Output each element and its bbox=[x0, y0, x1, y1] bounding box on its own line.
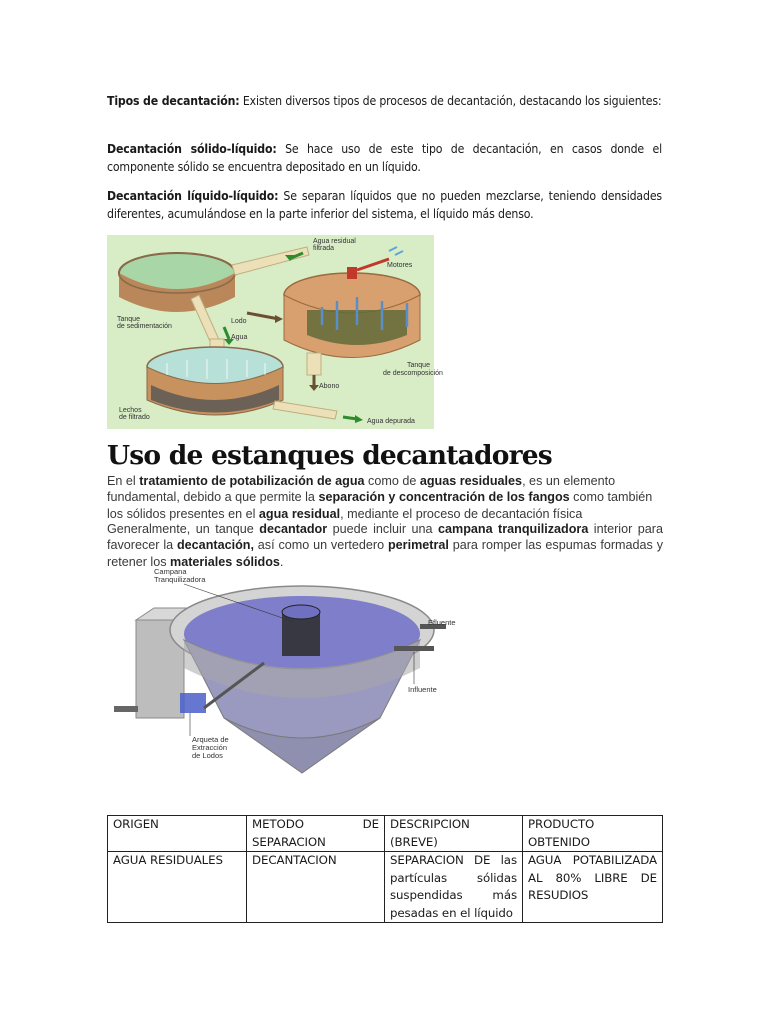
label-agua-depurada: Agua depurada bbox=[367, 418, 415, 425]
paragraph-solido-liquido bbox=[107, 140, 662, 176]
header-origen: ORIGEN bbox=[108, 816, 247, 852]
header-producto: PRODUCTO OBTENIDO bbox=[523, 816, 663, 852]
label-lechos: Lechos bbox=[119, 407, 142, 414]
paragraph-tipos bbox=[107, 92, 662, 110]
label-filtrada: filtrada bbox=[313, 245, 335, 252]
text-liquido-liquido: Se separan líquidos que no pueden mezclarse, teniendo densidades diferentes, acumulándose en la parte inferior del sistema, el líquido más denso. bbox=[107, 189, 662, 221]
label-tranquilizadora: Tranquilizadora bbox=[154, 575, 206, 584]
label-abono: Abono bbox=[319, 383, 340, 390]
bold-segment: decantador bbox=[259, 522, 328, 536]
text-segment: interior para favorecer la bbox=[107, 522, 663, 553]
label-de-filtrado: de filtrado bbox=[119, 414, 150, 421]
header-metodo: METODO DE SEPARACION bbox=[247, 816, 385, 852]
text-segment: como también los sólidos presentes en el bbox=[107, 490, 653, 521]
label-motores: Motores bbox=[387, 262, 413, 269]
bold-segment: aguas residuales bbox=[419, 474, 523, 488]
paragraph-generalmente bbox=[107, 521, 663, 570]
text-segment: En el bbox=[107, 474, 140, 488]
text-segment: , mediante el proceso de decantación física bbox=[340, 506, 583, 521]
header-descripcion: DESCRIPCION (BREVE) bbox=[385, 816, 523, 852]
text-tipos: Existen diversos tipos de procesos de decantación, destacando los siguientes: bbox=[239, 94, 662, 108]
cell-origen: AGUA RESIDUALES bbox=[108, 852, 247, 923]
label-de-lodos: de Lodos bbox=[192, 751, 223, 760]
label-tanque-desc: Tanque bbox=[407, 362, 430, 369]
bold-segment: agua residual bbox=[258, 506, 341, 521]
label-lodo: Lodo bbox=[231, 318, 247, 325]
label-de-sedimentacion: de sedimentación bbox=[117, 323, 172, 330]
bold-segment: perimetral bbox=[387, 538, 449, 553]
text-segment: puede incluir una bbox=[327, 522, 438, 536]
bold-segment: campana tranquilizadora bbox=[437, 522, 589, 536]
cell-descripcion: SEPARACION DE las partículas sólidas suspendidas más pesadas en el líquido bbox=[385, 852, 523, 923]
label-liquido-liquido: Decantación líquido-líquido: bbox=[107, 189, 279, 203]
settling-tank-diagram bbox=[114, 568, 466, 783]
bold-segment: separación y concentración de los fangos bbox=[318, 490, 570, 505]
paragraph-uso bbox=[107, 473, 663, 522]
label-solido-liquido: Decantación sólido-líquido: bbox=[107, 142, 277, 156]
text-solido-liquido: Se hace uso de este tipo de decantación, en casos donde el componente sólido se encuentra depositado en un líquido. bbox=[107, 142, 662, 174]
motor bbox=[347, 267, 357, 279]
label-de-descomposicion: de descomposición bbox=[383, 370, 443, 377]
table-row bbox=[108, 852, 663, 923]
text-segment: , es un elemento fundamental, debido a que permite la bbox=[107, 474, 616, 505]
label-extraccion: Extracción bbox=[192, 743, 228, 752]
table-header-row bbox=[108, 816, 663, 852]
text-segment: como de bbox=[364, 474, 420, 488]
label-campana: Campana bbox=[154, 567, 187, 576]
pipe-compost bbox=[307, 353, 321, 375]
cell-metodo: DECANTACION bbox=[247, 852, 385, 923]
section-heading: Uso de estanques decantadores bbox=[107, 440, 552, 471]
cell-producto: AGUA POTABILIZADA AL 80% LIBRE DE RESUDIOS bbox=[523, 852, 663, 923]
text-segment: para romper las espumas formadas y retener los bbox=[107, 538, 663, 569]
text-segment: . bbox=[279, 554, 284, 569]
label-tipos: Tipos de decantación: bbox=[107, 94, 240, 108]
bold-segment: materiales sólidos bbox=[170, 554, 280, 569]
sludge-pipe bbox=[114, 706, 138, 712]
text-segment: así como un vertedero bbox=[253, 538, 388, 553]
separation-methods-table bbox=[107, 815, 663, 923]
label-arqueta: Arqueta de bbox=[192, 735, 229, 744]
wastewater-treatment-diagram bbox=[107, 235, 443, 429]
label-agua-residual: Agua residual bbox=[313, 238, 356, 245]
sludge-well bbox=[180, 693, 206, 713]
label-agua: Agua bbox=[231, 334, 248, 341]
text-segment: Generalmente, un tanque bbox=[107, 522, 260, 536]
paragraph-liquido-liquido bbox=[107, 187, 662, 223]
label-influente: Influente bbox=[408, 685, 437, 694]
label-efluente: Efluente bbox=[428, 618, 456, 627]
influent-pipe bbox=[394, 646, 434, 651]
label-tanque-sed: Tanque bbox=[117, 316, 140, 323]
bold-segment: tratamiento de potabilización de agua bbox=[139, 474, 365, 488]
bold-segment: decantación, bbox=[176, 538, 254, 553]
